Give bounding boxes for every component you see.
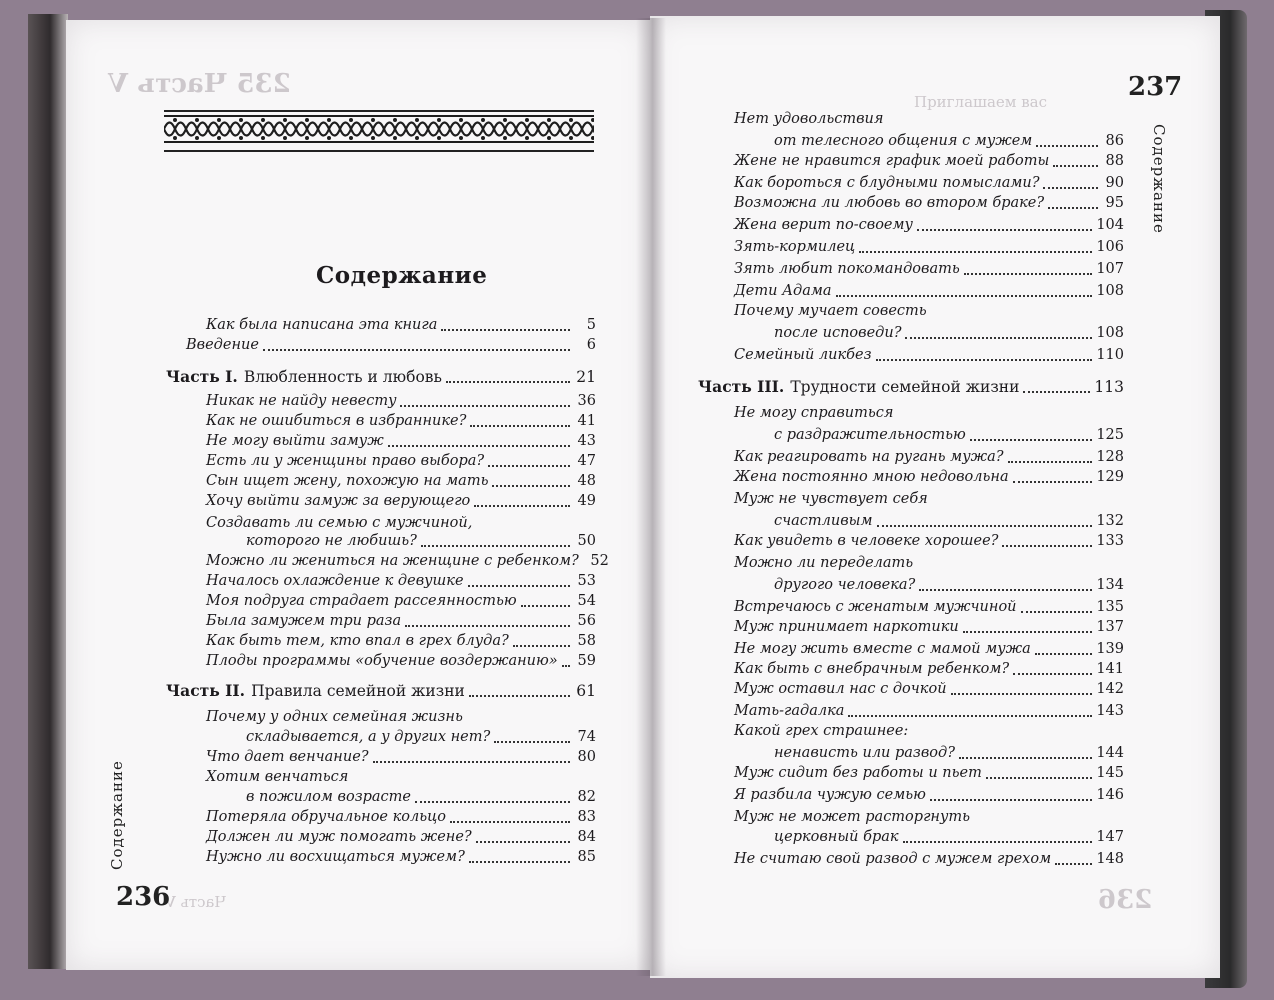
toc-entry-title: Должен ли муж помогать жене?	[206, 829, 472, 845]
toc-entry	[734, 446, 1124, 468]
toc-dot-leader	[450, 821, 570, 823]
left-running-head: Содержание	[108, 760, 126, 870]
toc-entry	[206, 806, 596, 828]
ornament-pattern-icon	[164, 112, 594, 146]
toc-entry-title: Не могу выйти замуж	[206, 433, 384, 449]
toc-entry	[734, 638, 1124, 660]
toc-entry	[734, 552, 1124, 574]
toc-entry-title: Как была написана эта книга	[206, 317, 438, 333]
toc-entry-title: Возможна ли любовь во втором браке?	[734, 195, 1045, 211]
toc-entry	[206, 450, 596, 472]
toc-entry-title: Трудности семейной жизни	[790, 378, 1020, 396]
toc-dot-leader	[388, 445, 570, 447]
toc-dot-leader	[876, 359, 1093, 361]
toc-dot-leader	[951, 693, 1093, 695]
toc-entry-title: Жена верит по-своему	[734, 217, 913, 233]
toc-entry	[246, 786, 596, 808]
toc-page-number: 56	[577, 613, 596, 629]
toc-page-number: 141	[1096, 661, 1124, 677]
toc-entry-title: Мать-гадалка	[734, 703, 845, 719]
bleed-through-foot	[165, 890, 226, 914]
toc-entry	[206, 470, 596, 492]
toc-entry-title: Можно ли жениться на женщине с ребенком?	[206, 553, 579, 569]
toc-entry-title: Создавать ли семью с мужчиной,	[206, 515, 473, 531]
toc-page-number: 128	[1096, 449, 1124, 465]
toc-entry-title: Я разбила чужую семью	[734, 787, 926, 803]
toc-entry-title: Какой грех страшнее:	[734, 723, 909, 739]
toc-page-number: 54	[577, 593, 596, 609]
toc-dot-leader	[986, 777, 1092, 779]
toc-dot-leader	[521, 605, 570, 607]
toc-dot-leader	[470, 425, 570, 427]
toc-dot-leader	[1013, 673, 1092, 675]
toc-page-number: 83	[577, 809, 596, 825]
toc-page-number: 5	[586, 317, 596, 333]
toc-page-number: 80	[577, 749, 596, 765]
book-cover-edge-left	[28, 14, 68, 969]
toc-entry-title: Почему мучает совесть	[734, 303, 927, 319]
toc-page-number: 84	[577, 829, 596, 845]
toc-entry	[734, 616, 1124, 638]
toc-page-number: 133	[1096, 533, 1124, 549]
toc-dot-leader	[469, 861, 570, 863]
toc-page-number: 48	[577, 473, 596, 489]
toc-entry-title: Жене не нравится график моей работы	[734, 153, 1050, 169]
toc-dot-leader	[400, 405, 570, 407]
bleed-through-folio-text: 235	[236, 72, 291, 96]
toc-page-number: 41	[577, 413, 596, 429]
toc-entry	[734, 280, 1124, 302]
toc-entry-title: другого человека?	[774, 577, 916, 593]
bleed-through-head-word: Часть V	[108, 72, 228, 96]
toc-page-number: 135	[1096, 599, 1124, 615]
toc-entry	[734, 678, 1124, 700]
toc-dot-leader	[494, 741, 570, 743]
toc-entry-title: складывается, а у других нет?	[246, 729, 491, 745]
toc-page-number: 82	[577, 789, 596, 805]
toc-entry-title: Не могу жить вместе с мамой мужа	[734, 641, 1031, 657]
toc-dot-leader	[1021, 611, 1093, 613]
toc-dot-leader	[468, 585, 570, 587]
decorative-ornament-band	[164, 110, 594, 152]
toc-dot-leader	[1055, 863, 1092, 865]
toc-page-number: 85	[577, 849, 596, 865]
toc-entry	[734, 258, 1124, 280]
toc-page-number: 6	[586, 337, 596, 353]
toc-page-number: 88	[1105, 153, 1124, 169]
toc-entry	[734, 344, 1124, 366]
toc-dot-leader	[562, 665, 570, 667]
toc-entry	[734, 488, 1124, 510]
toc-entry-title: Как увидеть в человеке хорошее?	[734, 533, 999, 549]
toc-entry-title: Началось охлаждение к девушке	[206, 573, 464, 589]
toc-entry-title: Как бороться с блудными помыслами?	[734, 175, 1040, 191]
toc-entry-title: Не могу справиться	[734, 405, 894, 421]
toc-entry-title: Введение	[186, 337, 259, 353]
toc-entry	[206, 706, 596, 728]
left-folio: 236	[116, 882, 171, 912]
toc-dot-leader	[930, 799, 1092, 801]
bleed-through-right-folio-text: 236	[1098, 888, 1153, 912]
toc-entry-title: Как быть с внебрачным ребенком?	[734, 661, 1010, 677]
toc-entry	[206, 846, 596, 868]
toc-entry	[206, 390, 596, 412]
toc-page-number: 50	[577, 533, 596, 549]
toc-entry-title: счастливым	[774, 513, 873, 529]
toc-dot-leader	[263, 349, 570, 351]
bleed-through-right-head-text: Приглашаем вас	[914, 93, 1048, 111]
toc-entry	[734, 108, 1124, 130]
toc-page-number: 132	[1096, 513, 1124, 529]
toc-page-number: 90	[1105, 175, 1124, 191]
toc-entry-title: которого не любишь?	[246, 533, 417, 549]
toc-entry	[206, 650, 596, 672]
toc-entry	[734, 466, 1124, 488]
toc-entry-title: Зять-кормилец	[734, 239, 856, 255]
toc-entry-title: Встречаюсь с женатым мужчиной	[734, 599, 1017, 615]
toc-part-heading	[166, 366, 596, 388]
toc-entry	[246, 726, 596, 748]
toc-entry-title: Почему у одних семейная жизнь	[206, 709, 463, 725]
toc-page-number: 74	[577, 729, 596, 745]
toc-page-number: 108	[1096, 325, 1124, 341]
right-folio: 237	[1128, 72, 1183, 102]
toc-entry	[206, 746, 596, 768]
toc-dot-leader	[964, 273, 1093, 275]
right-running-head: Содержание	[1150, 124, 1168, 234]
toc-entry-title: Как реагировать на ругань мужа?	[734, 449, 1004, 465]
toc-entry	[774, 826, 1124, 848]
toc-entry	[774, 574, 1124, 596]
bleed-through-right-folio	[1098, 888, 1152, 912]
toc-entry	[206, 570, 596, 592]
toc-dot-leader	[469, 695, 570, 697]
toc-entry-title: от телесного общения с мужем	[774, 133, 1033, 149]
toc-page-number: 21	[576, 368, 596, 386]
toc-entry-title: ненависть или развод?	[774, 745, 955, 761]
toc-part-heading	[698, 376, 1124, 398]
toc-entry-title: Муж не может расторгнуть	[734, 809, 971, 825]
toc-entry	[206, 766, 596, 788]
toc-entry	[206, 550, 609, 572]
toc-page-number: 49	[577, 493, 596, 509]
toc-entry	[734, 848, 1124, 870]
toc-entry	[734, 300, 1124, 322]
toc-dot-leader	[1035, 653, 1093, 655]
toc-dot-leader	[848, 715, 1092, 717]
toc-entry-title: Как быть тем, кто впал в грех блуда?	[206, 633, 509, 649]
toc-dot-leader	[1023, 391, 1090, 393]
toc-dot-leader	[917, 229, 1092, 231]
toc-page-number: 61	[576, 682, 596, 700]
toc-dot-leader	[415, 801, 570, 803]
toc-entry-title: в пожилом возрасте	[246, 789, 411, 805]
toc-page-number: 43	[577, 433, 596, 449]
toc-page-number: 52	[590, 553, 609, 569]
toc-entry-title: с раздражительностью	[774, 427, 966, 443]
toc-entry	[774, 742, 1124, 764]
toc-entry	[734, 530, 1124, 552]
toc-page-number: 134	[1096, 577, 1124, 593]
toc-dot-leader	[373, 761, 570, 763]
toc-entry-title: Жена постоянно мною недовольна	[734, 469, 1009, 485]
toc-page-number: 47	[577, 453, 596, 469]
toc-part-number: Часть III.	[698, 377, 785, 396]
toc-entry	[734, 658, 1124, 680]
toc-entry-title: Хотим венчаться	[206, 769, 349, 785]
toc-page-number: 147	[1096, 829, 1124, 845]
toc-part-heading	[166, 680, 596, 702]
toc-page-number: 145	[1096, 765, 1124, 781]
toc-dot-leader	[446, 381, 570, 383]
toc-entry-title: Есть ли у женщины право выбора?	[206, 453, 485, 469]
toc-entry	[734, 806, 1124, 828]
toc-dot-leader	[1002, 545, 1092, 547]
toc-page-number: 142	[1096, 681, 1124, 697]
toc-page-number: 129	[1096, 469, 1124, 485]
toc-page-number: 146	[1096, 787, 1124, 803]
toc-entry	[734, 762, 1124, 784]
toc-entry	[246, 530, 596, 552]
toc-entry	[734, 784, 1124, 806]
toc-page-number: 148	[1096, 851, 1124, 867]
toc-dot-leader	[1043, 187, 1098, 189]
toc-entry-title: церковный брак	[774, 829, 899, 845]
toc-dot-leader	[959, 757, 1092, 759]
toc-dot-leader	[476, 841, 570, 843]
toc-entry	[734, 402, 1124, 424]
toc-dot-leader	[970, 439, 1093, 441]
toc-dot-leader	[1048, 207, 1098, 209]
toc-entry-title: Что дает венчание?	[206, 749, 369, 765]
toc-dot-leader	[903, 841, 1093, 843]
toc-page-number: 139	[1096, 641, 1124, 657]
toc-entry	[774, 322, 1124, 344]
toc-entry	[186, 334, 596, 356]
toc-entry	[206, 430, 596, 452]
toc-entry	[206, 590, 596, 612]
toc-page-number: 144	[1096, 745, 1124, 761]
toc-entry-title: Муж сидит без работы и пьет	[734, 765, 982, 781]
toc-entry-title: Правила семейной жизни	[251, 682, 465, 700]
toc-entry-title: Семейный ликбез	[734, 347, 872, 363]
bleed-through-folio	[108, 72, 291, 96]
toc-dot-leader	[474, 505, 570, 507]
toc-entry-title: Как не ошибиться в избраннике?	[206, 413, 467, 429]
toc-page-number: 108	[1096, 283, 1124, 299]
toc-dot-leader	[1008, 461, 1093, 463]
toc-page-number: 143	[1096, 703, 1124, 719]
toc-entry-title: Нужно ли восхищаться мужем?	[206, 849, 465, 865]
toc-part-number: Часть I.	[166, 367, 238, 386]
toc-dot-leader	[877, 525, 1093, 527]
toc-entry	[206, 410, 596, 432]
toc-page-number: 107	[1096, 261, 1124, 277]
toc-page-number: 86	[1105, 133, 1124, 149]
toc-dot-leader	[513, 645, 570, 647]
toc-page-number: 95	[1105, 195, 1124, 211]
toc-page-number: 104	[1096, 217, 1124, 233]
toc-dot-leader	[405, 625, 570, 627]
toc-entry	[206, 314, 596, 336]
toc-page-number: 125	[1096, 427, 1124, 443]
toc-page-number: 58	[577, 633, 596, 649]
toc-entry	[206, 610, 596, 632]
toc-dot-leader	[963, 631, 1093, 633]
toc-entry-title: Муж принимает наркотики	[734, 619, 959, 635]
toc-entry	[734, 214, 1124, 236]
toc-dot-leader	[492, 485, 570, 487]
toc-dot-leader	[905, 337, 1092, 339]
toc-page-number: 59	[577, 653, 596, 669]
toc-dot-leader	[1013, 481, 1093, 483]
toc-entry-title: Плоды программы «обучение воздержанию»	[206, 653, 558, 669]
toc-dot-leader	[421, 545, 570, 547]
toc-entry-title: Потеряла обручальное кольцо	[206, 809, 446, 825]
toc-entry-title: Муж оставил нас с дочкой	[734, 681, 947, 697]
toc-page-number: 110	[1096, 347, 1124, 363]
toc-page-number: 53	[577, 573, 596, 589]
toc-entry	[206, 630, 596, 652]
toc-heading: Содержание	[316, 262, 488, 289]
toc-entry-title: Можно ли переделать	[734, 555, 914, 571]
toc-page-number: 137	[1096, 619, 1124, 635]
toc-page-number: 36	[577, 393, 596, 409]
toc-entry	[734, 150, 1124, 172]
toc-entry	[734, 172, 1124, 194]
toc-entry-title: Не считаю свой развод с мужем грехом	[734, 851, 1052, 867]
toc-page-number: 106	[1096, 239, 1124, 255]
book-gutter-shadow	[636, 18, 666, 976]
toc-dot-leader	[488, 465, 570, 467]
toc-entry	[774, 130, 1124, 152]
toc-entry	[734, 192, 1124, 214]
toc-entry-title: Хочу выйти замуж за верующего	[206, 493, 471, 509]
toc-page-number: 113	[1094, 378, 1124, 396]
toc-entry-title: Влюбленность и любовь	[243, 368, 442, 386]
toc-entry-title: Моя подруга страдает рассеянностью	[206, 593, 517, 609]
toc-entry-title: Никак не найду невесту	[206, 393, 397, 409]
toc-entry	[774, 424, 1124, 446]
toc-part-number: Часть II.	[166, 681, 246, 700]
toc-entry-title: Муж не чувствует себя	[734, 491, 928, 507]
toc-entry-title: Нет удовольствия	[734, 111, 884, 127]
toc-entry	[734, 700, 1124, 722]
toc-dot-leader	[441, 329, 570, 331]
toc-entry-title: после исповеди?	[774, 325, 902, 341]
toc-entry-title: Сын ищет жену, похожую на мать	[206, 473, 489, 489]
toc-dot-leader	[836, 295, 1093, 297]
toc-entry	[734, 720, 1124, 742]
toc-entry	[734, 236, 1124, 258]
toc-entry	[206, 490, 596, 512]
toc-dot-leader	[919, 589, 1092, 591]
toc-entry	[734, 596, 1124, 618]
toc-entry-title: Дети Адама	[734, 283, 832, 299]
bleed-through-foot-text: Часть V	[165, 893, 227, 911]
toc-dot-leader	[859, 251, 1092, 253]
toc-entry	[774, 510, 1124, 532]
toc-entry-title: Была замужем три раза	[206, 613, 402, 629]
toc-dot-leader	[1036, 145, 1098, 147]
toc-entry-title: Зять любит покомандовать	[734, 261, 960, 277]
toc-dot-leader	[1053, 165, 1098, 167]
toc-entry	[206, 826, 596, 848]
